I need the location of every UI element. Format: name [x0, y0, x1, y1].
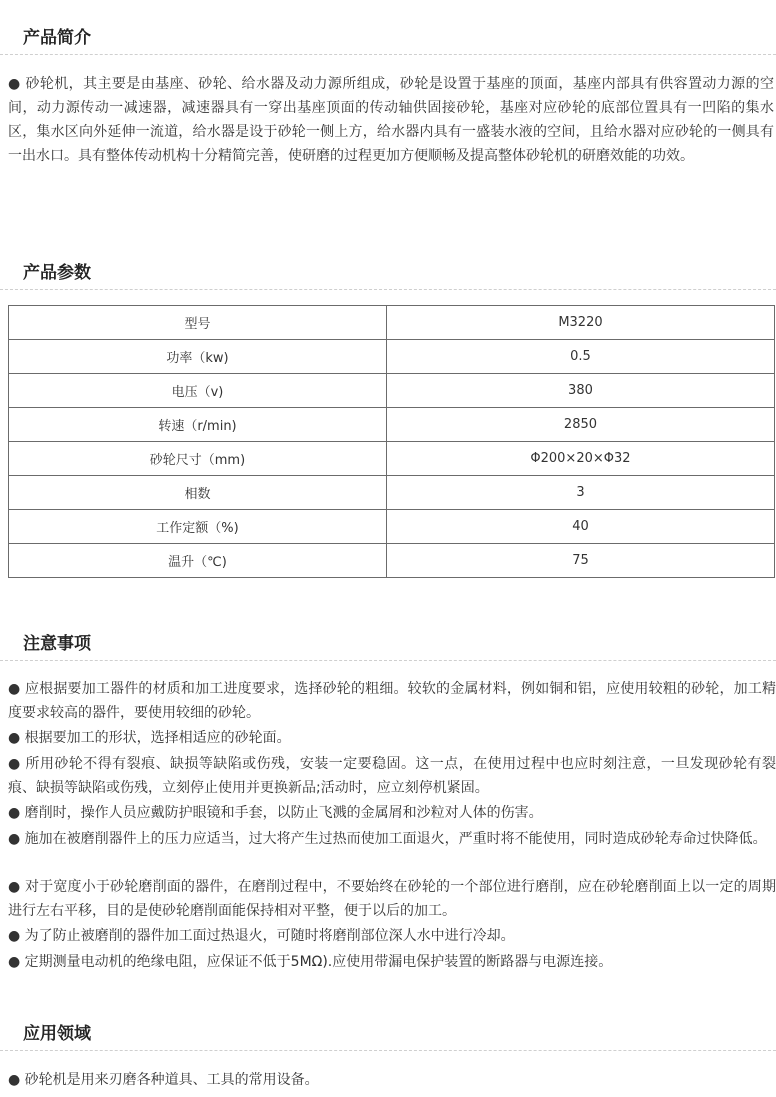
param-label: 电压（v): [9, 374, 387, 408]
table-row: [9, 340, 775, 374]
param-label: 砂轮尺寸（mm): [9, 442, 387, 476]
application-item: ● 砂轮机是用来刃磨各种道具、工具的常用设备。: [8, 1072, 319, 1088]
params-title: 产品参数: [23, 263, 91, 283]
section-title-application: [0, 1023, 776, 1051]
note-item: ● 对于宽度小于砂轮磨削面的器件，在磨削过程中，不要始终在砂轮的一个部位进行磨削，应在砂轮磨削面上以一定的周期进行左右平移，目的是使砂轮磨削面能保持相对平整，便于以后的加工。: [8, 879, 776, 919]
param-label: 温升（℃): [9, 544, 387, 578]
param-label: 相数: [9, 476, 387, 510]
table-row: [9, 476, 775, 510]
note-item: ● 根据要加工的形状，选择相适应的砂轮面。: [8, 730, 291, 746]
section-title-intro: [0, 27, 776, 55]
section-title-params: [0, 262, 776, 290]
table-row: [9, 510, 775, 544]
application-title: 应用领域: [23, 1024, 91, 1044]
intro-paragraph: ● 砂轮机，其主要是由基座、砂轮、给水器及动力源所组成，砂轮是设置于基座的顶面，基座内部具有供容置动力源的空间，动力源传动一减速器，减速器具有一穿出基座顶面的传动轴供固接砂轮，基座对应砂轮的底部位置具有一凹陷的集水区，集水区向外延伸一流道，给水器是设于砂轮一侧上方，给水器内具有一盛装水液的空间，且给水器对应砂轮的一侧具有一出水口。具有整体传动机构十分精简完善，使研磨的过程更加方便顺畅及提高整体砂轮机的研磨效能的功效。: [8, 76, 774, 164]
table-row: [9, 544, 775, 578]
param-label: 转速（r/min): [9, 408, 387, 442]
intro-title: 产品简介: [23, 28, 91, 48]
table-row: [9, 374, 775, 408]
table-row: [9, 408, 775, 442]
note-item: ● 施加在被磨削器件上的压力应适当，过大将产生过热而使加工面退火，严重时将不能使用，同时造成砂轮寿命过快降低。: [8, 831, 767, 847]
param-value: 2850: [386, 408, 774, 442]
param-value: M3220: [386, 306, 774, 340]
note-item: ● 应根据要加工器件的材质和加工进度要求，选择砂轮的粗细。较软的金属材料，例如铜和铝，应使用较粗的砂轮，加工精度要求较高的器件，要使用较细的砂轮。: [8, 681, 776, 721]
param-value: 380: [386, 374, 774, 408]
param-value: 0.5: [386, 340, 774, 374]
notes-title: 注意事项: [23, 634, 91, 654]
param-value: 75: [386, 544, 774, 578]
note-item: ● 为了防止被磨削的器件加工面过热退火，可随时将磨削部位深人水中进行冷却。: [8, 928, 515, 944]
param-value: 40: [386, 510, 774, 544]
param-value: Φ200×20×Φ32: [386, 442, 774, 476]
params-table: [8, 305, 775, 578]
section-title-notes: [0, 633, 776, 661]
param-label: 功率（kw): [9, 340, 387, 374]
table-row: [9, 442, 775, 476]
param-label: 工作定额（%): [9, 510, 387, 544]
table-row: [9, 306, 775, 340]
note-item: ● 磨削时，操作人员应戴防护眼镜和手套，以防止飞溅的金属屑和沙粒对人体的伤害。: [8, 805, 543, 821]
note-item: ● 所用砂轮不得有裂痕、缺损等缺陷或伤残，安装一定要稳固。这一点，在使用过程中也应时刻注意，一旦发现砂轮有裂痕、缺损等缺陷或伤残，立刻停止使用并更换新品;活动时，应立刻停机紧固。: [8, 756, 776, 796]
param-label: 型号: [9, 306, 387, 340]
param-value: 3: [386, 476, 774, 510]
note-item: ● 定期测量电动机的绝缘电阻，应保证不低于5MΩ).应使用带漏电保护装置的断路器与电源连接。: [8, 954, 613, 970]
